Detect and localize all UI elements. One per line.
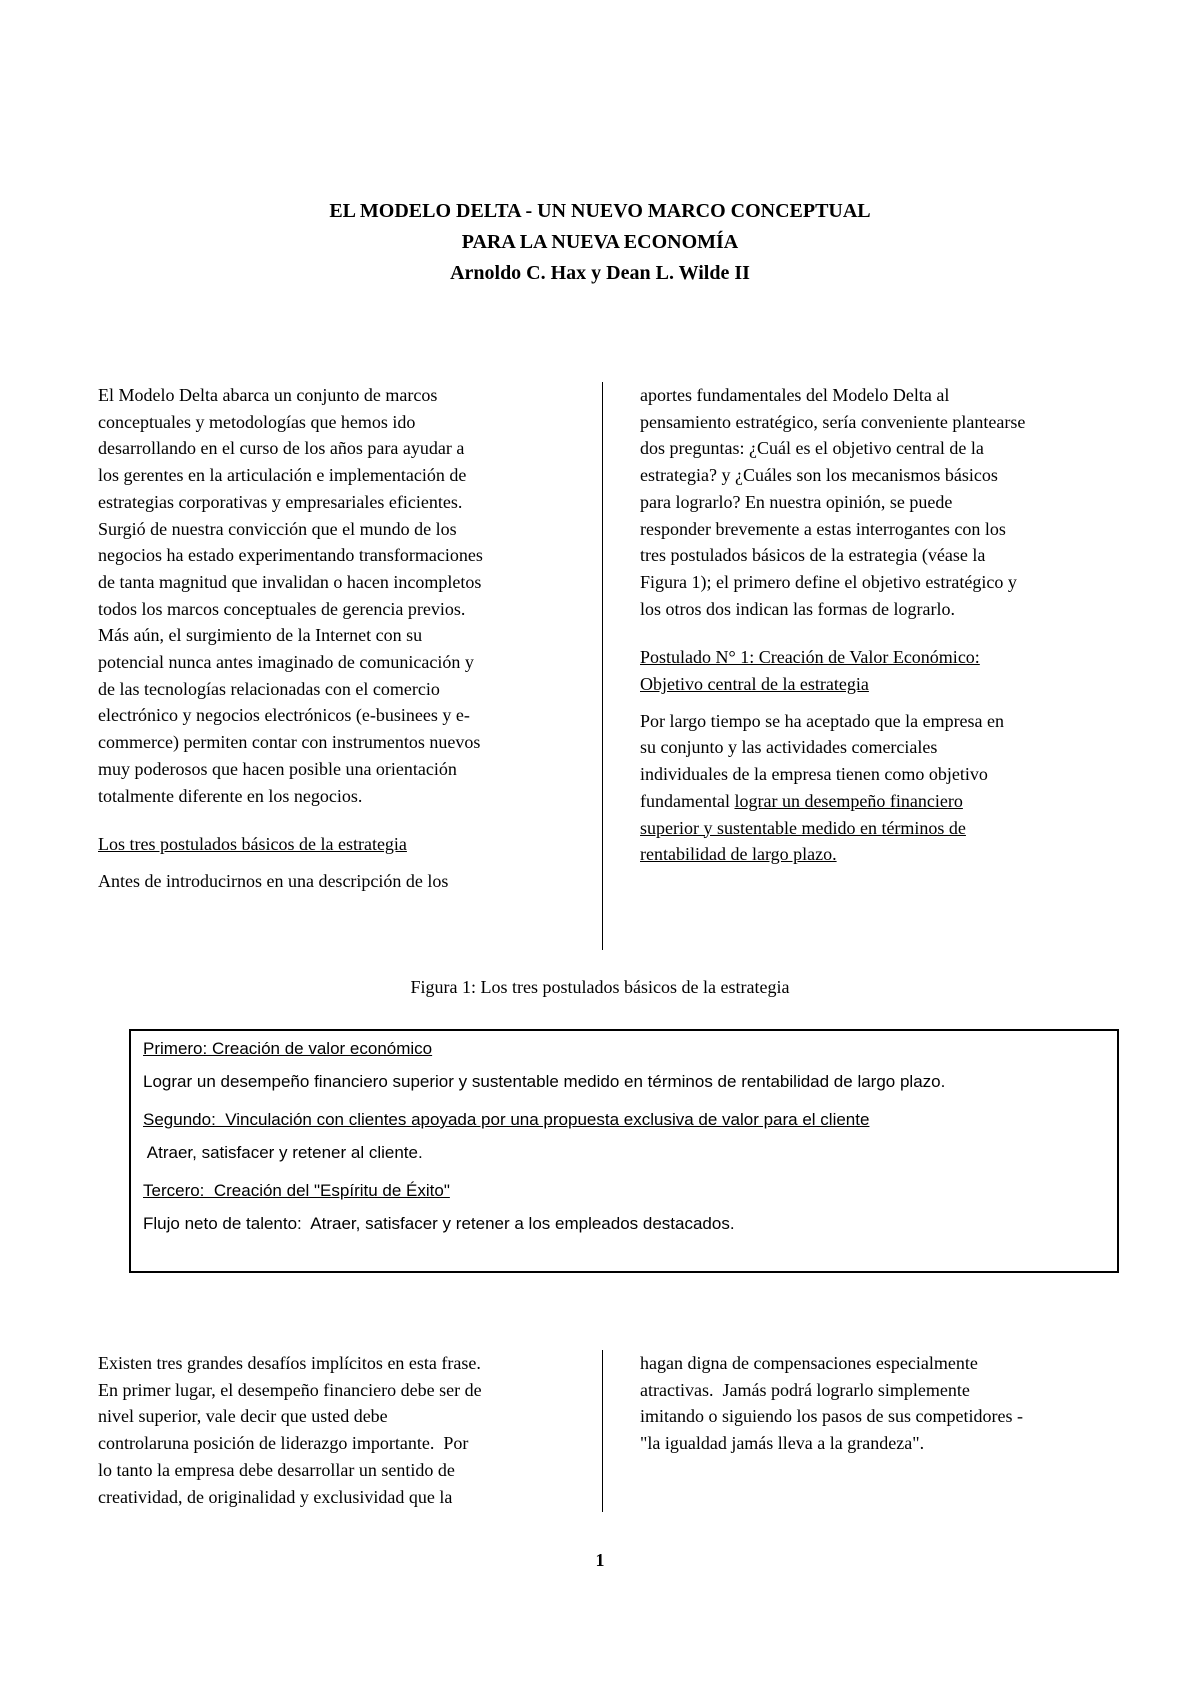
text-underlined: lograr un desempeño financiero <box>734 790 963 811</box>
text-line: commerce) permiten contar con instrumentos nuevos <box>98 732 481 753</box>
top-right-column <box>640 382 1140 868</box>
text-line <box>640 788 1140 815</box>
text-line: los otros dos indican las formas de lograrlo. <box>640 598 955 619</box>
text-line: nivel superior, vale decir que usted debe <box>98 1406 388 1427</box>
page-number: 1 <box>595 1550 605 1570</box>
figure-caption: Figura 1: Los tres postulados básicos de la estrategia <box>410 977 790 997</box>
text-line: electrónico y negocios electrónicos (e-businees y e- <box>98 705 470 726</box>
column-divider <box>602 382 603 950</box>
top-left-column <box>98 382 598 895</box>
document-title-line-2: PARA LA NUEVA ECONOMÍA <box>461 231 739 253</box>
text-plain: fundamental <box>640 790 735 811</box>
figure-item-body: Atraer, satisfacer y retener al cliente. <box>143 1143 423 1162</box>
bottom-right-column <box>640 1350 1140 1457</box>
text-line-underlined: rentabilidad de largo plazo. <box>640 844 837 865</box>
text-line: todos los marcos conceptuales de gerencia previos. <box>98 598 466 619</box>
text-line: muy poderosos que hacen posible una orientación <box>98 758 457 779</box>
text-line: potencial nunca antes imaginado de comunicación y <box>98 652 474 673</box>
text-line: Surgió de nuestra convicción que el mundo de los <box>98 518 457 539</box>
text-line: dos preguntas: ¿Cuál es el objetivo central de la <box>640 438 984 459</box>
figure-item-segundo <box>143 1108 1105 1165</box>
text-line: estrategias corporativas y empresariales eficientes. <box>98 491 463 512</box>
text-line: los gerentes en la articulación e implementación de <box>98 465 467 486</box>
text-line: aportes fundamentales del Modelo Delta al <box>640 385 950 405</box>
text-line: hagan digna de compensaciones especialmente <box>640 1353 978 1373</box>
document-title-line-1: EL MODELO DELTA - UN NUEVO MARCO CONCEPTUAL <box>329 200 871 222</box>
text-line: desarrollando en el curso de los años para ayudar a <box>98 438 465 459</box>
text-line: de tanta magnitud que invalidan o hacen incompletos <box>98 571 482 592</box>
text-line: su conjunto y las actividades comerciales <box>640 737 938 758</box>
text-line: creatividad, de originalidad y exclusividad que la <box>98 1486 453 1507</box>
text-line: Por largo tiempo se ha aceptado que la empresa en <box>640 710 1005 731</box>
figure-item-tercero <box>143 1179 1105 1236</box>
text-line: lo tanto la empresa debe desarrollar un sentido de <box>98 1459 455 1480</box>
text-line: Antes de introducirnos en una descripción de los <box>98 870 449 891</box>
text-line: estrategia? y ¿Cuáles son los mecanismos básicos <box>640 465 998 486</box>
section-heading: Los tres postulados básicos de la estrategia <box>98 834 407 855</box>
figure-item-body: Lograr un desempeño financiero superior y sustentable medido en términos de rentabilidad de largo plazo. <box>143 1072 946 1091</box>
bottom-left-column <box>98 1350 598 1510</box>
figure-item-heading: Primero: Creación de valor económico <box>143 1039 433 1058</box>
text-line: conceptuales y metodologías que hemos ido <box>98 411 416 432</box>
text-line: En primer lugar, el desempeño financiero debe ser de <box>98 1379 482 1400</box>
text-line: tres postulados básicos de la estrategia (véase la <box>640 545 986 566</box>
postulado-subheading: Objetivo central de la estrategia <box>640 674 869 695</box>
text-line: pensamiento estratégico, sería conveniente plantearse <box>640 411 1026 432</box>
text-line: de las tecnologías relacionadas con el comercio <box>98 678 440 699</box>
document-header <box>0 196 1200 289</box>
figure-box <box>129 1029 1119 1273</box>
column-divider <box>602 1350 603 1512</box>
text-line: Figura 1); el primero define el objetivo estratégico y <box>640 571 1017 592</box>
text-line-underlined: superior y sustentable medido en términos de <box>640 817 966 838</box>
text-line: "la igualdad jamás lleva a la grandeza". <box>640 1433 925 1454</box>
text-line: atractivas. Jamás podrá lograrlo simplemente <box>640 1379 970 1400</box>
figure-item-primero <box>143 1037 1105 1094</box>
text-line: Más aún, el surgimiento de la Internet con su <box>98 625 423 646</box>
text-line: totalmente diferente en los negocios. <box>98 785 363 806</box>
text-line: El Modelo Delta abarca un conjunto de marcos <box>98 385 438 405</box>
text-line: Existen tres grandes desafíos implícitos en esta frase. <box>98 1353 481 1373</box>
text-line: individuales de la empresa tienen como objetivo <box>640 764 988 785</box>
text-line: para lograrlo? En nuestra opinión, se puede <box>640 491 953 512</box>
text-line: negocios ha estado experimentando transformaciones <box>98 545 483 566</box>
figure-item-body: Flujo neto de talento: Atraer, satisfacer y retener a los empleados destacados. <box>143 1214 735 1233</box>
document-authors: Arnoldo C. Hax y Dean L. Wilde II <box>450 262 750 284</box>
figure-item-heading: Tercero: Creación del "Espíritu de Éxito" <box>143 1181 450 1200</box>
text-line: responder brevemente a estas interrogantes con los <box>640 518 1006 539</box>
text-line: controlaruna posición de liderazgo importante. Por <box>98 1433 469 1454</box>
text-line: imitando o siguiendo los pasos de sus competidores - <box>640 1406 1023 1427</box>
figure-item-heading: Segundo: Vinculación con clientes apoyada por una propuesta exclusiva de valor para el cliente <box>143 1110 870 1129</box>
postulado-heading: Postulado N° 1: Creación de Valor Económico: <box>640 647 980 668</box>
